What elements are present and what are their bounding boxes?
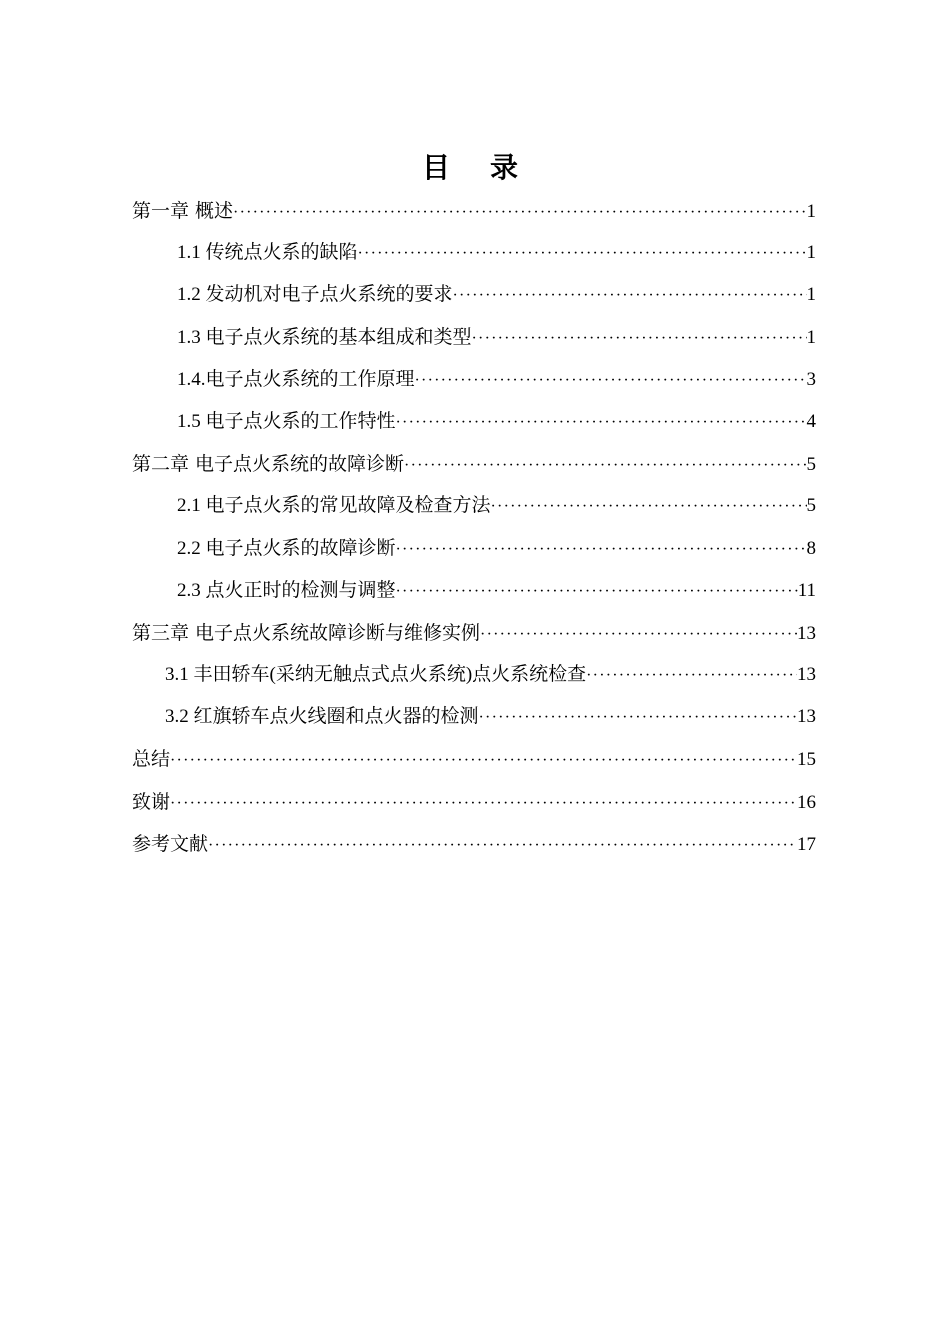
toc-page-number: 8 <box>806 537 816 559</box>
dot-leader <box>479 697 797 739</box>
toc-page-number: 5 <box>806 495 816 517</box>
toc-page-number: 15 <box>797 749 816 771</box>
dot-leader <box>472 318 807 360</box>
toc-page-number: 13 <box>797 664 816 686</box>
toc-page-number: 1 <box>806 326 816 348</box>
toc-entry[interactable] <box>132 317 816 359</box>
toc-entry-text: 3.1 丰田轿车(采纳无触点式点火系统)点火系统检查 <box>165 664 587 686</box>
toc-entry[interactable] <box>132 823 816 865</box>
dot-leader <box>208 825 797 867</box>
toc-entry[interactable] <box>132 781 816 823</box>
toc-entry-text: 1.4.电子点火系统的工作原理 <box>177 368 415 390</box>
toc-entry[interactable] <box>132 612 816 654</box>
toc-entry[interactable] <box>132 570 816 612</box>
dot-leader <box>586 655 797 697</box>
toc-entry-text: 1.3 电子点火系统的基本组成和类型 <box>177 326 472 348</box>
dot-leader <box>415 360 807 402</box>
toc-entry-text: 2.1 电子点火系的常见故障及检查方法 <box>177 495 491 517</box>
toc-entry-text: 3.2 红旗轿车点火线圈和点火器的检测 <box>165 706 479 728</box>
toc-entry[interactable] <box>132 359 816 401</box>
toc-page-number: 1 <box>806 201 816 222</box>
toc-entry[interactable] <box>132 190 816 232</box>
toc-entry-text: 致谢 <box>132 790 171 813</box>
dot-leader <box>396 529 807 571</box>
toc-page-number: 11 <box>797 579 816 601</box>
toc-entry-text: 第二章 电子点火系统的故障诊断 <box>132 453 405 476</box>
dot-leader <box>170 783 797 825</box>
dot-leader <box>170 740 797 782</box>
dot-leader <box>358 233 807 275</box>
dot-leader <box>396 571 798 613</box>
toc-entry[interactable] <box>132 654 816 696</box>
toc-entry[interactable] <box>132 696 816 738</box>
toc-page-number: 1 <box>806 284 816 306</box>
toc-page-number: 16 <box>797 791 816 813</box>
dot-leader <box>396 402 807 444</box>
toc-entry[interactable] <box>132 232 816 274</box>
toc-entry-text: 第一章 概述 <box>132 200 234 222</box>
toc-entry[interactable] <box>132 274 816 316</box>
toc-entry[interactable] <box>132 528 816 570</box>
toc-entry[interactable] <box>132 401 816 443</box>
toc-entry-text: 第三章 电子点火系统故障诊断与维修实例 <box>132 621 481 644</box>
toc-page-number: 13 <box>797 622 816 644</box>
toc-entry[interactable] <box>132 443 816 485</box>
toc-page-number: 17 <box>797 833 816 855</box>
dot-leader <box>453 275 807 317</box>
toc-page-number: 1 <box>806 242 816 264</box>
toc-list <box>132 190 816 865</box>
dot-leader <box>233 192 806 234</box>
toc-entry[interactable] <box>132 485 816 527</box>
toc-entry-text: 1.5 电子点火系的工作特性 <box>177 410 396 432</box>
dot-leader <box>491 486 807 528</box>
toc-entry-text: 2.2 电子点火系的故障诊断 <box>177 537 396 559</box>
toc-page-number: 5 <box>806 454 816 476</box>
toc-title: 目录 <box>421 151 558 184</box>
toc-entry-text: 总结 <box>132 748 171 771</box>
toc-page-number: 3 <box>806 368 816 390</box>
toc-entry-text: 1.1 传统点火系的缺陷 <box>177 242 358 264</box>
toc-entry[interactable] <box>132 738 816 780</box>
dot-leader <box>480 614 797 656</box>
toc-page-number: 4 <box>806 410 816 432</box>
toc-entry-text: 2.3 点火正时的检测与调整 <box>177 579 396 601</box>
dot-leader <box>404 445 806 487</box>
toc-entry-text: 1.2 发动机对电子点火系统的要求 <box>177 284 453 306</box>
toc-entry-text: 参考文献 <box>132 832 209 855</box>
toc-page-number: 13 <box>797 706 816 728</box>
